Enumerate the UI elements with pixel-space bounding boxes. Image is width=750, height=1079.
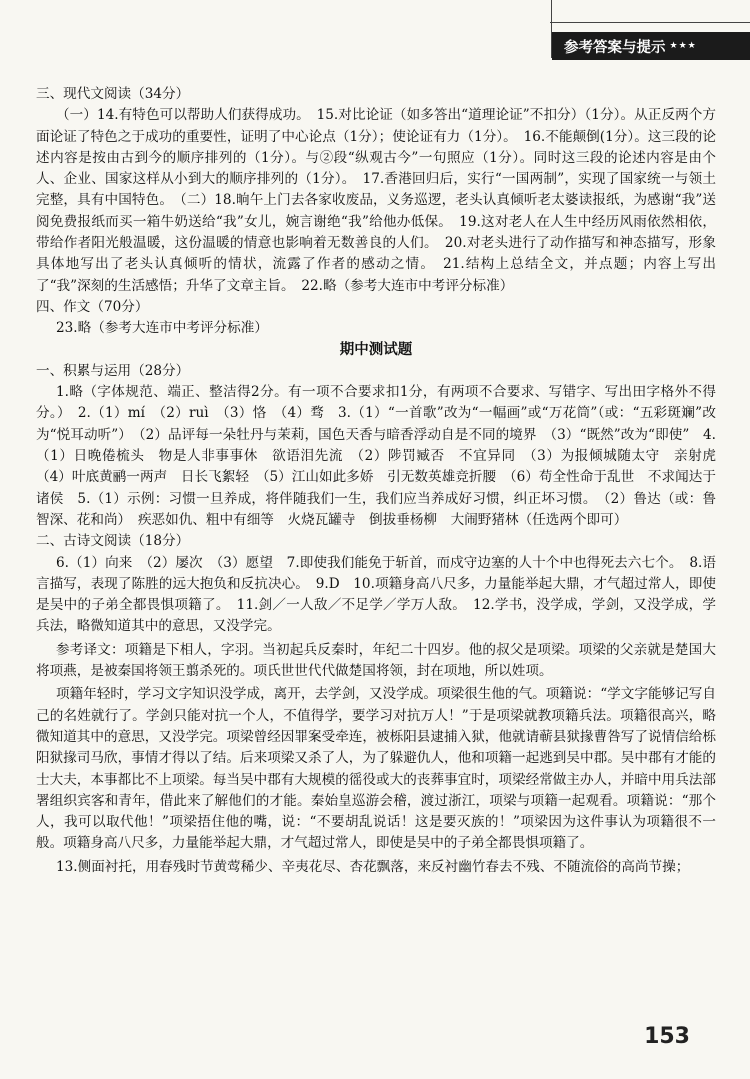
section-heading-composition: 四、作文（70分） xyxy=(36,298,149,315)
running-header-title: 参考答案与提示 xyxy=(564,39,666,56)
page-number: 153 xyxy=(644,1024,690,1049)
section-heading-accumulation: 一、积累与运用（28分） xyxy=(36,362,190,379)
section-heading-modern-reading: 三、现代文阅读（34分） xyxy=(36,86,190,102)
modern-reading-answers: （一）14.有特色可以帮助人们获得成功。 15.对比论证（如多答出“道理论证”不扣分）（1分）。从正反两个方面论证了特色之于成功的重要性，证明了中心论点（1分）；使论证有力（1分）。 16.不能颠倒(1分）。这三段的论述内容是按由古到今的顺序排列的（1分）。与②段“纵观古今”一句照应（1分）。同时这三段的论述内容是由个人、企业、国家这样从小到大的顺序排列的（1分）。 17.香港回归后，实行“一国两制”，实现了国家统一与领土完整，具有中国特色。 （二）18.晌午上门去各家收废品，义务巡逻，老头认真倾听老太婆读报纸，为感谢“我”送阅免费报纸而买一箱牛奶送给“我”女儿，婉言谢绝“我”给他办低保。 19.这对老人在人生中经历风雨依然相依，带给作者阳光般温暖，这份温暖的情意也影响着无数善良的人们。 20.对老头进行了动作描写和神态描写，形象具体地写出了老头认真倾听的情状，流露了作者的感动之情。 21.结构上总结全文，并点题；内容上写出了“我”深刻的生活感悟；升华了文章主旨。 22.略（参考大连市中考评分标准） xyxy=(36,107,716,294)
rating-stars: ★★★ xyxy=(669,41,697,51)
translation-paragraph-2: 项籍年轻时，学习文字知识没学成，离开，去学剑，又没学成。项梁很生他的气。项籍说：“学文字能够记写自己的名姓就行了。学剑只能对抗一个人，不值得学，要学习对抗万人！”于是项梁就教项籍兵法。项籍很高兴，略微知道其中的意思，又没学完。项梁曾经因罪案受牵连，被栎阳县逮捕入狱，他就请蕲县狱掾曹咎写了说情信给栎阳狱掾司马欣，事情才得以了结。后来项梁又杀了人，为了躲避仇人，他和项籍一起逃到吴中郡。吴中郡有才能的士大夫，本事都比不上项梁。每当吴中郡有大规模的徭役或大的丧葬事宜时，项梁经常做主办人，并暗中用兵法部署组织宾客和青年，借此来了解他们的才能。秦始皇巡游会稽，渡过浙江，项梁与项籍一起观看。项籍说：“那个人，我可以取代他！”项梁捂住他的嘴，说：“不要胡乱说话！这是要灭族的！”项梁因为这件事认为项籍很不一般。项籍身高八尺多，力量能举起大鼎，才气超过常人，即使是吴中的子弟全都畏惧项籍了。 xyxy=(36,686,716,852)
accumulation-answers: 1.略（字体规范、端正、整洁得2分。有一项不合要求扣1分，有两项不合要求、写错字、写出田字格外不得分。） 2.（1）mí （2）ruì （3）恪 （4）骛 3.（1）“一首歌”改为“一幅画”或“万花筒”（或：“五彩斑斓”改为“悦耳动听”） （2）品评每一朵牡丹与茉莉，国色天香与暗香浮动自是不同的境界 （3）“既然”改为“即使” 4.（1）日晚倦梳头 物是人非事事休 欲语泪先流 （2）陟罚臧否 不宜异同 （3）为报倾城随太守 亲射虎 （4）叶底黄鹂一两声 日长飞絮轻 （5）江山如此多娇 引无数英雄竞折腰 （6）苟全性命于乱世 不求闻达于诸侯 5.（1）示例：习惯一旦养成，将伴随我们一生，我们应当养成好习惯，纠正坏习惯。 （2）鲁达（或：鲁智深、花和尚） 疾恶如仇、粗中有细等 火烧瓦罐寺 倒拔垂杨柳 大闹野猪林（任选两个即可） xyxy=(36,384,730,528)
translation-paragraph-1: 参考译文：项籍是下相人，字羽。当初起兵反秦时，年纪二十四岁。他的叔父是项梁。项梁的父亲就是楚国大将项燕，是被秦国将领王翦杀死的。项氏世世代代做楚国将领，封在项地，所以姓项。 xyxy=(36,641,716,680)
midterm-title: 期中测试题 xyxy=(339,341,413,358)
running-header xyxy=(552,32,750,60)
header-rule xyxy=(550,22,750,23)
answer-content xyxy=(36,84,730,878)
item-13-answer: 13.侧面衬托，用春残时节黄莺稀少、辛夷花尽、杏花飘落，来反衬幽竹春去不残、不随流俗的高尚节操； xyxy=(56,858,690,875)
classical-reading-answers: 6.（1）向来 （2）屡次 （3）愿望 7.即使我们能免于斩首，而戍守边塞的人十个中也得死去六七个。 8.语言描写，表现了陈胜的远大抱负和反抗决心。 9.D 10.项籍身高八尺多，力量能举起大鼎，才气超过常人，即使是吴中的子弟全都畏惧项籍了。 11.剑／一人敌／不足学／学万人敌。 12.学书，没学成，学剑，又没学成，学兵法，略微知道其中的意思，又没学完。 xyxy=(36,554,716,635)
composition-answer: 23.略（参考大连市中考评分标准） xyxy=(56,320,268,337)
section-heading-classical-reading: 二、古诗文阅读（18分） xyxy=(36,533,190,550)
